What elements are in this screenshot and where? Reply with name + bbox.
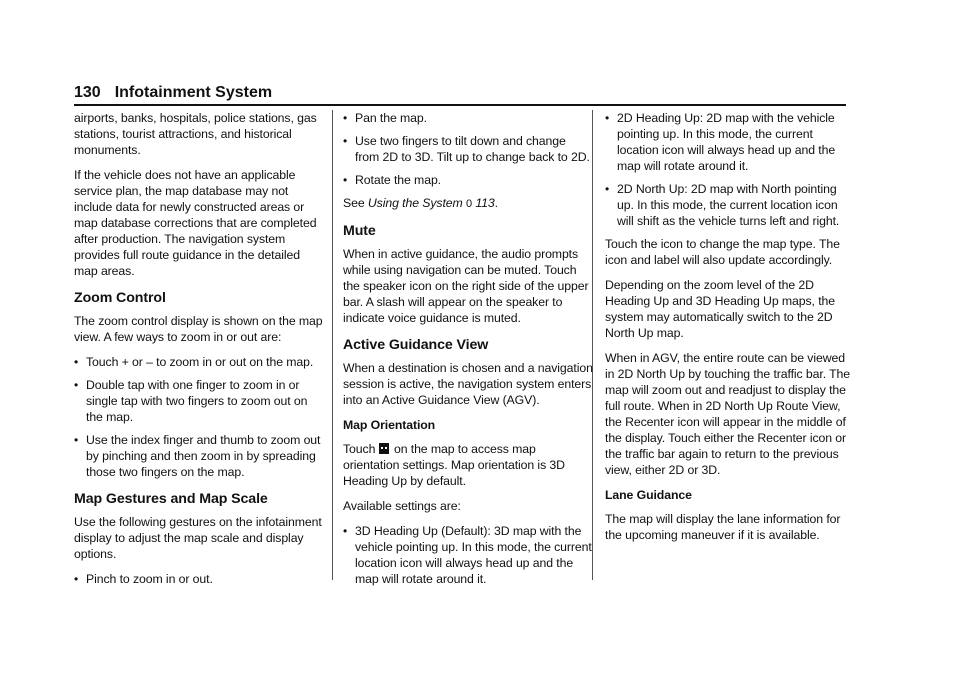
zoom-list — [74, 354, 324, 480]
settings-list — [343, 523, 593, 587]
list-item: • Use the index finger and thumb to zoom out by pinching and then zoom in by spreading those two fingers on the map. — [74, 433, 321, 479]
bullet-icon: • — [343, 173, 348, 187]
list-item: • 2D Heading Up: 2D map with the vehicle pointing up. In this mode, the current location icon will always head up and the map will rotate around it. — [605, 111, 836, 173]
settings-list-continued — [605, 110, 855, 229]
page-number: 130 — [74, 84, 101, 101]
bullet-icon: • — [343, 524, 348, 538]
heading-active-guidance-view: Active Guidance View — [343, 337, 489, 353]
heading-zoom-control: Zoom Control — [74, 290, 166, 306]
list-item: • Pan the map. — [343, 111, 427, 125]
heading-map-orientation: Map Orientation — [343, 418, 436, 432]
paragraph: The map will display the lane information for the upcoming maneuver if it is available. — [605, 512, 841, 542]
paragraph: When in AGV, the entire route can be viewed in 2D North Up by touching the traffic bar. The map will zoom out and readjust to display the full route. When in 2D North Up Route View, the Recenter icon will appear in the middle of the display. Touch either the Recenter icon or the traffic bar again to return to the previous view, either 2D or 3D. — [605, 351, 851, 477]
header-rule — [74, 104, 846, 106]
heading-lane-guidance: Lane Guidance — [605, 488, 692, 502]
list-item: • Use two fingers to tilt down and change from 2D to 3D. Tilt up to change back to 2D. — [343, 134, 590, 164]
paragraph: Touch on the map to access map orientation settings. Map orientation is 3D Heading Up by default. — [343, 442, 565, 488]
paragraph: The zoom control display is shown on the map view. A few ways to zoom in or out are: — [74, 314, 323, 344]
bullet-icon: • — [343, 111, 348, 125]
paragraph: When in active guidance, the audio prompts while using navigation can be muted. Touch the speaker icon on the right side of the upper bar. A slash will appear on the speaker to indicate voice guidance is muted. — [343, 247, 589, 325]
paragraph: Use the following gestures on the infotainment display to adjust the map scale and display options. — [74, 515, 322, 561]
bullet-icon: • — [74, 433, 79, 447]
bullet-icon: • — [74, 355, 79, 369]
list-item: • Touch + or – to zoom in or out on the map. — [74, 355, 314, 369]
paragraph: airports, banks, hospitals, police stations, gas stations, tourist attractions, and historical monuments. — [74, 111, 317, 157]
section-title: Infotainment System — [114, 84, 273, 101]
page-reference-icon: 0 — [466, 198, 473, 210]
list-item: • Double tap with one finger to zoom in or single tap with two fingers to zoom out on the map. — [74, 378, 308, 424]
paragraph: Touch the icon to change the map type. The icon and label will also update accordingly. — [605, 237, 840, 267]
gesture-list — [74, 571, 324, 587]
list-item: • Pinch to zoom in or out. — [74, 572, 213, 586]
map-options-icon — [379, 443, 389, 454]
bullet-icon: • — [74, 378, 79, 392]
page-header — [74, 84, 272, 102]
paragraph: Available settings are: — [343, 499, 461, 513]
bullet-icon: • — [343, 134, 348, 148]
column-2 — [343, 110, 593, 594]
list-item: • 3D Heading Up (Default): 3D map with the vehicle pointing up. In this mode, the current location icon will always head up and the map will rotate around it. — [343, 524, 592, 586]
list-item: • 2D North Up: 2D map with North pointing up. In this mode, the current location icon will shift as the vehicle turns left and right. — [605, 182, 840, 228]
column-divider — [332, 110, 333, 580]
paragraph: When a destination is chosen and a navigation session is active, the navigation system enters into an Active Guidance View (AGV). — [343, 361, 593, 407]
column-3 — [605, 110, 855, 552]
list-item: • Rotate the map. — [343, 173, 441, 187]
paragraph: If the vehicle does not have an applicable service plan, the map database may not include data for newly constructed areas or map database corrections that are completed after production. The navigation system provides full route guidance in the detailed map areas. — [74, 168, 317, 278]
cross-reference-link[interactable]: Using the System — [367, 196, 463, 210]
heading-mute: Mute — [343, 223, 376, 239]
cross-reference: See Using the System 0 113. — [343, 196, 498, 210]
heading-map-gestures: Map Gestures and Map Scale — [74, 491, 268, 507]
column-1 — [74, 110, 324, 594]
page-reference-number[interactable]: 113 — [475, 196, 495, 210]
bullet-icon: • — [74, 572, 79, 586]
bullet-icon: • — [605, 182, 610, 196]
bullet-icon: • — [605, 111, 610, 125]
paragraph: Depending on the zoom level of the 2D Heading Up and 3D Heading Up maps, the system may automatically switch to the 2D North Up map. — [605, 278, 835, 340]
gesture-list-continued — [343, 110, 593, 188]
